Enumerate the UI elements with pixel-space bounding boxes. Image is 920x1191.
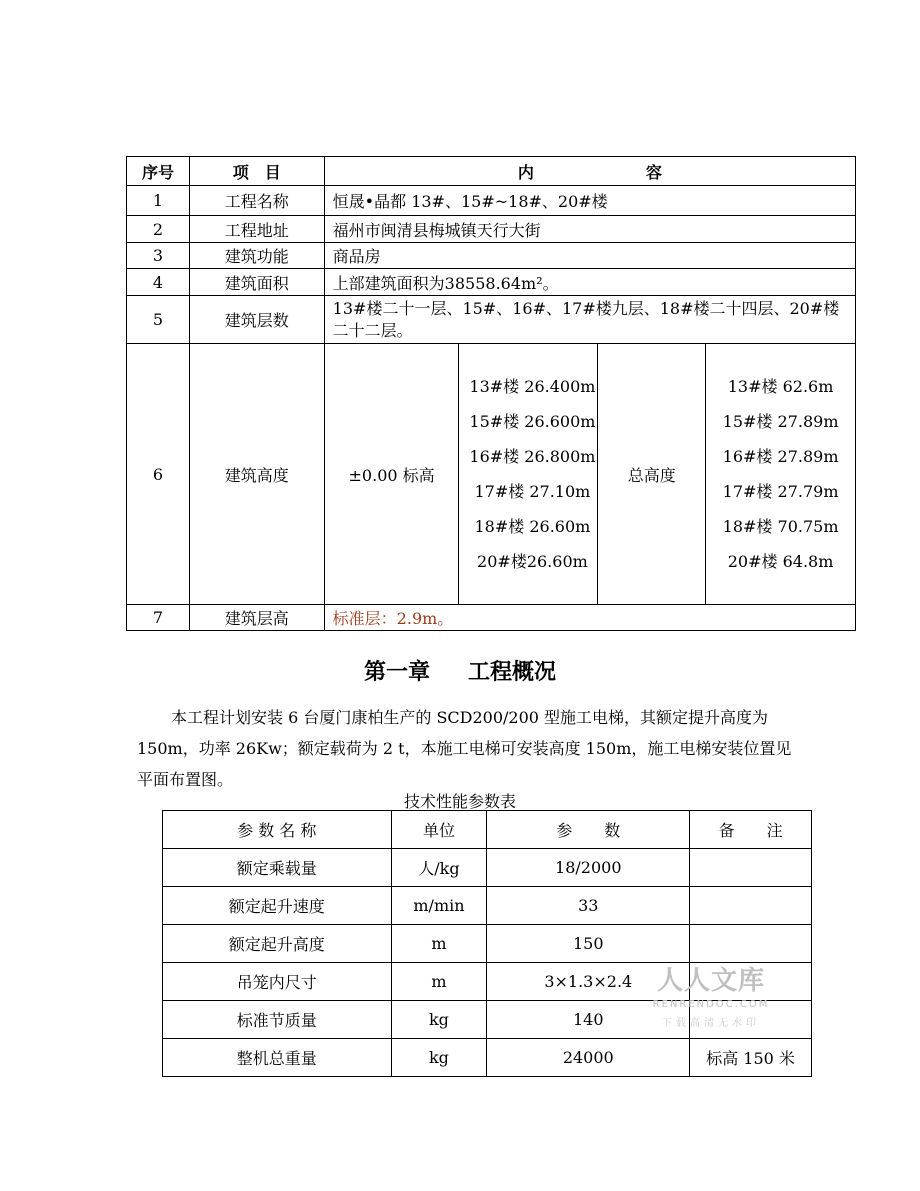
watermark-subtitle: RENRENDOC.COM bbox=[652, 999, 770, 1010]
row-content: 13#楼二十一层、15#、16#、17#楼九层、18#楼二十四层、20#楼二十二层。 bbox=[324, 296, 855, 344]
row-item: 建筑层数 bbox=[189, 296, 324, 344]
total-height-values bbox=[706, 344, 856, 605]
row-item: 建筑层高 bbox=[189, 605, 324, 631]
technical-parameters-table bbox=[162, 810, 812, 1077]
param-value: 18/2000 bbox=[487, 849, 690, 887]
param-value: 150 bbox=[487, 925, 690, 963]
table-row bbox=[163, 887, 812, 925]
total-height-label: 总高度 bbox=[598, 344, 706, 605]
row-no: 4 bbox=[127, 269, 190, 296]
table-caption: 技术性能参数表 bbox=[403, 792, 516, 811]
row-no: 7 bbox=[127, 605, 190, 631]
param-unit: 人/kg bbox=[391, 849, 487, 887]
total-height-value: 15#楼 27.89m bbox=[722, 412, 839, 431]
row-content: 恒晟•晶都 13#、15#~18#、20#楼 bbox=[324, 186, 855, 216]
body-paragraph: 本工程计划安装 6 台厦门康柏生产的 SCD200/200 型施工电梯，其额定提升高度为 150m，功率 26Kw；额定载荷为 2 t，本施工电梯可安装高度 150m，施工电梯安装位置见平面布置图。 bbox=[137, 708, 792, 789]
param-value: 3×1.3×2.4 bbox=[487, 963, 690, 1001]
total-height-value: 20#楼 64.8m bbox=[727, 552, 834, 571]
table-row bbox=[163, 925, 812, 963]
zero-level-value: 16#楼 26.800m bbox=[469, 447, 596, 466]
zero-level-value: 17#楼 27.10m bbox=[474, 482, 591, 501]
param-note bbox=[690, 849, 812, 887]
row-item: 工程地址 bbox=[189, 216, 324, 243]
param-unit: m bbox=[391, 963, 487, 1001]
param-name: 整机总重量 bbox=[163, 1039, 392, 1077]
header-no: 序号 bbox=[127, 157, 190, 186]
row-no: 3 bbox=[127, 243, 190, 269]
row-no: 6 bbox=[127, 344, 190, 605]
param-unit: kg bbox=[391, 1039, 487, 1077]
param-value: 140 bbox=[487, 1001, 690, 1039]
zero-level-value: 20#楼26.60m bbox=[477, 552, 588, 571]
table-row bbox=[127, 269, 856, 296]
table-row bbox=[127, 186, 856, 216]
header-content: 内 容 bbox=[324, 157, 855, 186]
chapter-number: 第一章 bbox=[363, 659, 430, 685]
param-note bbox=[690, 925, 812, 963]
project-overview-table bbox=[126, 156, 856, 631]
table-row bbox=[127, 243, 856, 269]
header-param-name: 参 数 名 称 bbox=[163, 811, 392, 849]
param-unit: m/min bbox=[391, 887, 487, 925]
param-name: 额定起升高度 bbox=[163, 925, 392, 963]
param-name: 额定起升速度 bbox=[163, 887, 392, 925]
table-header-row bbox=[127, 157, 856, 186]
zero-level-value: 15#楼 26.600m bbox=[469, 412, 596, 431]
row-no: 1 bbox=[127, 186, 190, 216]
param-value: 33 bbox=[487, 887, 690, 925]
row-content: 标准层：2.9m。 bbox=[324, 605, 855, 631]
zero-level-label: ±0.00 标高 bbox=[324, 344, 459, 605]
chapter-heading bbox=[0, 655, 920, 686]
building-height-row bbox=[127, 344, 856, 605]
total-height-value: 17#楼 27.79m bbox=[722, 482, 839, 501]
table-row bbox=[163, 1039, 812, 1077]
row-no: 2 bbox=[127, 216, 190, 243]
param-unit: m bbox=[391, 925, 487, 963]
param-name: 标准节质量 bbox=[163, 1001, 392, 1039]
param-note: 标高 150 米 bbox=[690, 1039, 812, 1077]
row-item: 建筑功能 bbox=[189, 243, 324, 269]
total-height-value: 18#楼 70.75m bbox=[722, 517, 839, 536]
table-row bbox=[127, 605, 856, 631]
watermark-title: 人人文库 bbox=[656, 966, 765, 996]
total-height-value: 16#楼 27.89m bbox=[722, 447, 839, 466]
watermark-tagline: 下载高清无水印 bbox=[662, 1018, 760, 1029]
row-item: 工程名称 bbox=[189, 186, 324, 216]
row-content: 上部建筑面积为38558.64m²。 bbox=[324, 269, 855, 296]
zero-level-value: 13#楼 26.400m bbox=[469, 377, 596, 396]
table-row bbox=[163, 849, 812, 887]
header-unit: 单位 bbox=[391, 811, 487, 849]
watermark bbox=[646, 960, 776, 1029]
row-content: 福州市闽清县梅城镇天行大街 bbox=[324, 216, 855, 243]
param-name: 吊笼内尺寸 bbox=[163, 963, 392, 1001]
header-value: 参 数 bbox=[487, 811, 690, 849]
row-item: 建筑高度 bbox=[189, 344, 324, 605]
zero-level-value: 18#楼 26.60m bbox=[474, 517, 591, 536]
table-row bbox=[127, 296, 856, 344]
chapter-title: 工程概况 bbox=[468, 659, 557, 685]
row-no: 5 bbox=[127, 296, 190, 344]
row-item: 建筑面积 bbox=[189, 269, 324, 296]
header-note: 备 注 bbox=[690, 811, 812, 849]
row-content: 商品房 bbox=[324, 243, 855, 269]
zero-level-values bbox=[459, 344, 598, 605]
param-name: 额定乘载量 bbox=[163, 849, 392, 887]
param-note bbox=[690, 887, 812, 925]
param-unit: kg bbox=[391, 1001, 487, 1039]
param-value: 24000 bbox=[487, 1039, 690, 1077]
total-height-value: 13#楼 62.6m bbox=[727, 377, 834, 396]
header-item: 项 目 bbox=[189, 157, 324, 186]
table-row bbox=[127, 216, 856, 243]
table-header-row bbox=[163, 811, 812, 849]
